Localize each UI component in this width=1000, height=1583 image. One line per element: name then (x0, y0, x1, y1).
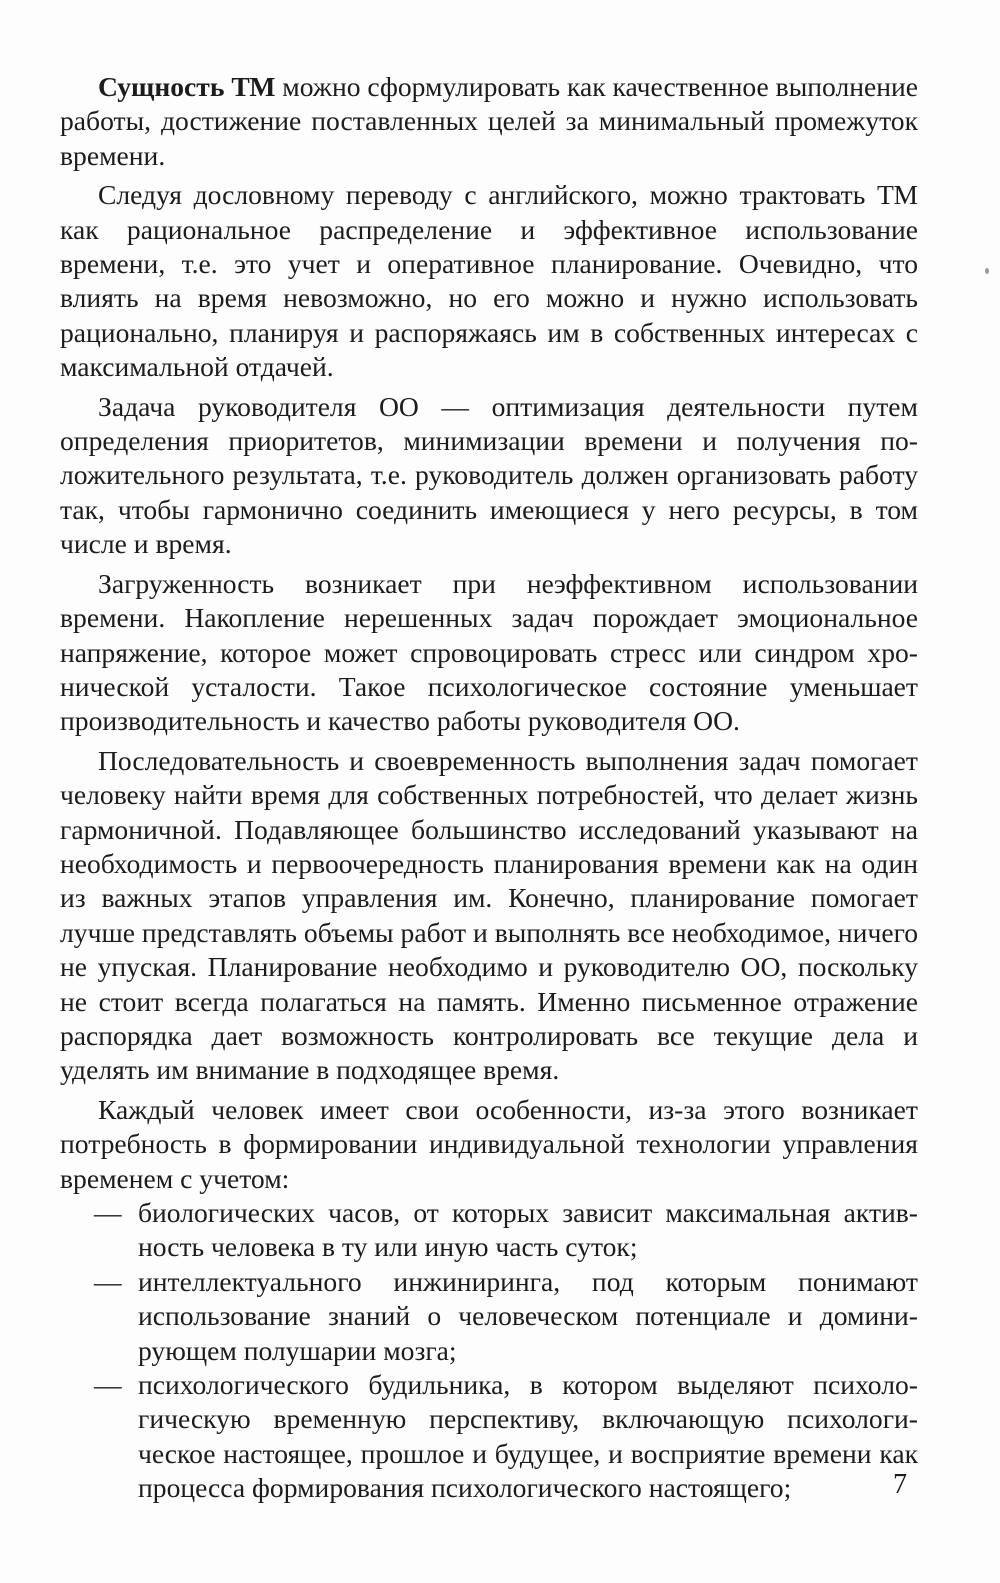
bold-term: Сущность ТМ (98, 71, 276, 102)
scan-speck (985, 268, 989, 274)
paragraph (60, 70, 918, 173)
page-number: 7 (893, 1469, 907, 1500)
paragraph: Последовательность и своевременность выполнения задач помогает человеку найти время для собственных потребностей, что делает жизнь гармоничной. Подавляющее большинство исследований указывают на необходимость и первоочередность планирования времени как на один из важных этапов управления им. Конечно, планирование помогает лучше представлять объемы работ и выполнять все необходимое, ничего не упуская. Планирование необходимо и руководителю ОО, поскольку не стоит всегда полагаться на память. Именно письменное отражение распорядка дает возможность контролировать все текущие дела и уделять им внимание в подходящее время. (60, 744, 918, 1086)
criteria-list (60, 1196, 918, 1506)
list-dash: — (94, 1197, 122, 1228)
paragraph: Каждый человек имеет свои особенности, из-за этого возникает потребность в формировании индивидуальной технологии управления временем с учетом: (60, 1093, 918, 1194)
paragraph: Следуя дословному переводу с английского, можно трактовать ТМ как рациональное распределение и эффективное использование времени, т.е. это учет и оперативное планирование. Очевидно, что влиять на время невозможно, но его можно и нужно использовать рационально, планируя и распоряжаясь им в собственных интересах с максимальной отдачей. (60, 179, 918, 383)
page-body (60, 70, 918, 1506)
list-item-text: психологического будильника, в котором выделяют психологическую временную перспективу, включающую психологическое настоящее, прошлое и будущее, и восприятие времени как процесса формирования психологического настоящего; (138, 1369, 918, 1504)
list-dash: — (94, 1369, 122, 1401)
list-item-text: биологических часов, от которых зависит максимальная активность человека в ту или иную часть суток; (138, 1197, 918, 1263)
paragraph: Загруженность возникает при неэффективном использовании времени. Накопление нерешенных задач порождает эмоциональное напряжение, которое может спровоцировать стресс или синдром хронической усталости. Такое психологическое состояние уменьшает производительность и качество работы руководителя ОО. (60, 567, 918, 737)
list-item (60, 1368, 918, 1506)
list-item (60, 1196, 918, 1265)
list-item (60, 1265, 918, 1368)
paragraph-text: можно сформулировать как качественное выполнение работы, достижение поставленных целей за минимальный промежуток времени. (60, 71, 919, 171)
list-dash: — (94, 1265, 122, 1297)
list-item-text: интеллектуального инжиниринга, под которым понимают использование знаний о человеческом потенциале и доминирующем полушарии мозга; (138, 1265, 918, 1366)
paragraph: Задача руководителя ОО — оптимизация деятельности путем определения приоритетов, минимизации времени и получения положительного результата, т.е. руководитель должен организовать работу так, чтобы гармонично соединить имеющиеся у него ресурсы, в том числе и время. (60, 390, 918, 560)
